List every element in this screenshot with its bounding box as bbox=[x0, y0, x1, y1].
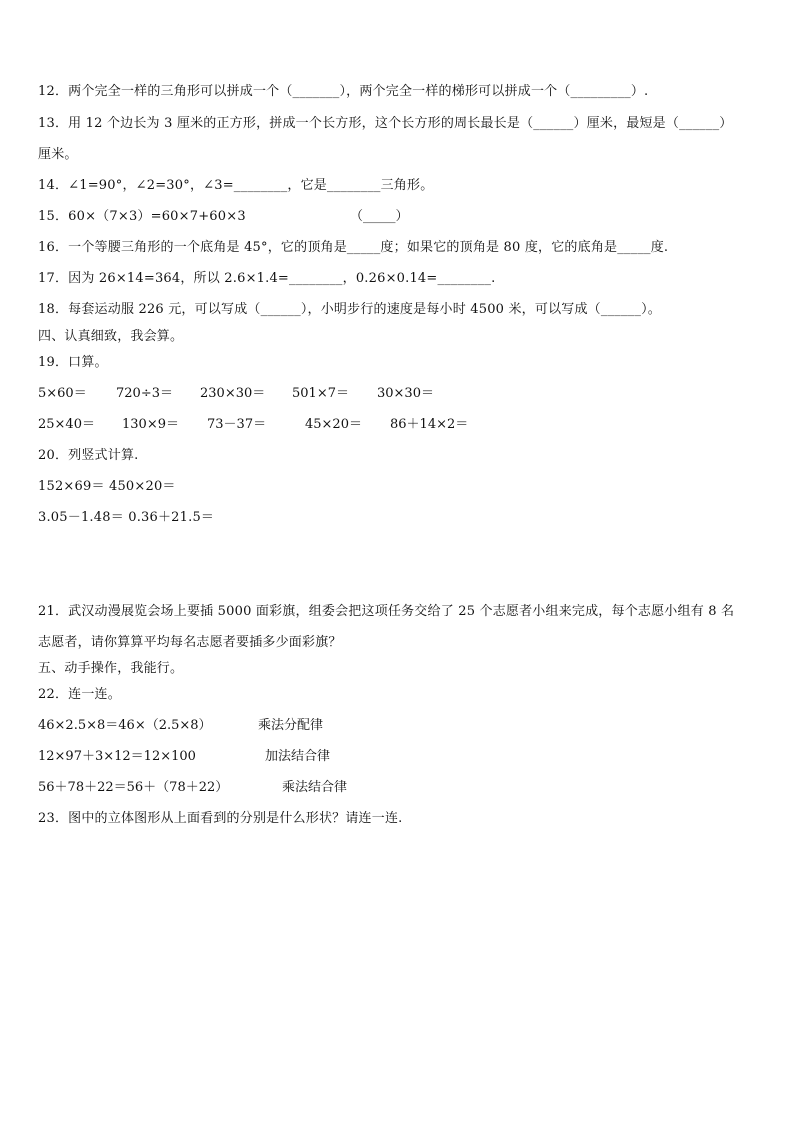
calc-item: 230×30＝ bbox=[200, 386, 266, 401]
calc-item: 30×30＝ bbox=[377, 386, 434, 401]
question-13-line1: 13．用 12 个边长为 3 厘米的正方形，拼成一个长方形，这个长方形的周长最长是（______）厘米，最短是（______） bbox=[38, 116, 733, 131]
question-21-line1: 21．武汉动漫展览会场上要插 5000 面彩旗，组委会把这项任务交给了 25 个志愿者小组来完成，每个志愿小组有 8 名 bbox=[38, 604, 735, 619]
match-law: 加法结合律 bbox=[265, 749, 331, 764]
calc-item: 45×20＝ bbox=[305, 417, 362, 432]
question-19: 19．口算。 bbox=[38, 355, 108, 370]
section-4-heading: 四、认真细致，我会算。 bbox=[38, 329, 184, 344]
calc-item: 73－37＝ bbox=[207, 417, 267, 432]
question-13-line2: 厘米。 bbox=[38, 147, 78, 162]
match-law: 乘法结合律 bbox=[282, 780, 348, 795]
question-15-answer-blank: （_____） bbox=[350, 209, 409, 224]
calc-item: 501×7＝ bbox=[292, 386, 349, 401]
question-14: 14．∠1=90°，∠2=30°，∠3=________，它是________三角形。 bbox=[38, 178, 434, 193]
question-21-line2: 志愿者，请你算算平均每名志愿者要插多少面彩旗？ bbox=[38, 635, 342, 650]
calc-item: 25×40＝ bbox=[38, 417, 95, 432]
match-expression: 12×97＋3×12＝12×100 bbox=[38, 749, 196, 764]
section-5-heading: 五、动手操作，我能行。 bbox=[38, 661, 184, 676]
question-15: 15．60×（7×3）=60×7+60×3 bbox=[38, 209, 246, 224]
match-expression: 56＋78＋22＝56＋（78＋22） bbox=[38, 780, 229, 795]
question-22: 22．连一连。 bbox=[38, 687, 121, 702]
match-expression: 46×2.5×8＝46×（2.5×8） bbox=[38, 718, 212, 733]
vertical-calc-line-2: 3.05－1.48＝ 0.36＋21.5＝ bbox=[38, 510, 215, 525]
question-12: 12．两个完全一样的三角形可以拼成一个（_______），两个完全一样的梯形可以拼成一个（_________）. bbox=[38, 84, 649, 99]
calc-item: 720÷3＝ bbox=[116, 386, 173, 401]
question-23: 23．图中的立体图形从上面看到的分别是什么形状？请连一连. bbox=[38, 811, 403, 826]
question-17: 17．因为 26×14=364，所以 2.6×1.4=________，0.26×0.14=________. bbox=[38, 271, 496, 286]
calc-item: 5×60＝ bbox=[38, 386, 87, 401]
question-20: 20．列竖式计算. bbox=[38, 448, 139, 463]
calc-item: 130×9＝ bbox=[122, 417, 179, 432]
question-16: 16．一个等腰三角形的一个底角是 45°，它的顶角是_____度；如果它的顶角是 80 度，它的底角是_____度. bbox=[38, 240, 669, 255]
vertical-calc-line-1: 152×69＝ 450×20＝ bbox=[38, 479, 176, 494]
question-18: 18．每套运动服 226 元，可以写成（______），小明步行的速度是每小时 4500 米，可以写成（______）。 bbox=[38, 302, 661, 317]
match-law: 乘法分配律 bbox=[258, 718, 324, 733]
calc-item: 86＋14×2＝ bbox=[390, 417, 469, 432]
